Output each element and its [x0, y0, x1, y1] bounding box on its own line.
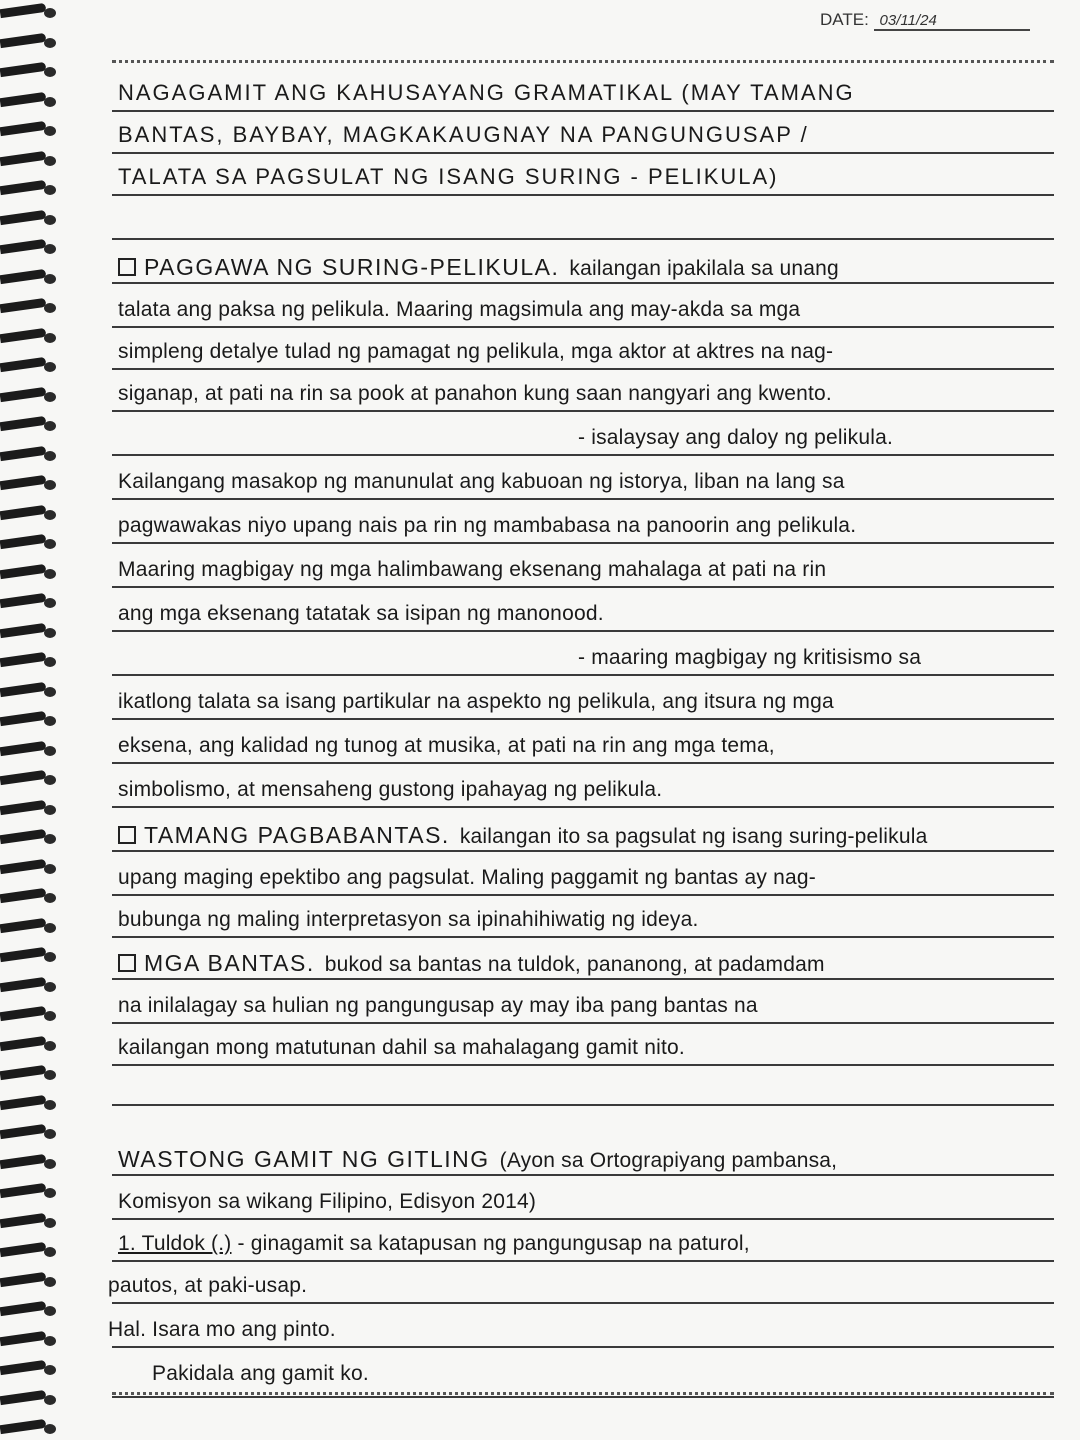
ruled-line — [112, 542, 1054, 544]
spiral-loop — [0, 1302, 58, 1316]
note-line: bubunga ng maling interpretasyon sa ipinahihiwatig ng ideya. — [118, 908, 699, 931]
section-heading: MGA BANTAS. — [144, 950, 315, 976]
note-line: ikatlong talata sa isang partikular na aspekto ng pelikula, ang itsura ng mga — [118, 690, 834, 713]
spiral-loop — [0, 152, 58, 166]
spiral-loop — [0, 860, 58, 874]
section-wastong-gamit — [118, 1146, 1050, 1173]
spiral-loop — [0, 63, 58, 77]
ruled-line — [112, 762, 1054, 764]
ruled-line — [112, 1174, 1054, 1176]
spiral-loop — [0, 358, 58, 372]
spiral-loop — [0, 1096, 58, 1110]
checkbox-icon — [118, 954, 136, 972]
note-line: Komisyon sa wikang Filipino, Edisyon 2014) — [118, 1190, 537, 1213]
ruled-line — [112, 368, 1054, 370]
spiral-loop — [0, 801, 58, 815]
spiral-loop — [0, 270, 58, 284]
spiral-loop — [0, 1007, 58, 1021]
ruled-line — [112, 850, 1054, 852]
spiral-loop — [0, 34, 58, 48]
note-line: siganap, at pati na rin sa pook at panahon kung saan nangyari ang kwento. — [118, 382, 832, 405]
note-line: pagwawakas niyo upang nais pa rin ng mambabasa na panoorin ang pelikula. — [118, 514, 857, 537]
ruled-line — [112, 152, 1054, 154]
item-label: 1. Tuldok (.) — [118, 1232, 232, 1255]
date-field — [820, 10, 1030, 31]
spiral-loop — [0, 417, 58, 431]
spiral-loop — [0, 240, 58, 254]
ruled-line — [112, 894, 1054, 896]
list-item — [118, 1232, 1050, 1256]
spiral-loop — [0, 1066, 58, 1080]
ruled-line — [112, 806, 1054, 808]
spiral-loop — [0, 1361, 58, 1375]
ruled-line — [112, 936, 1054, 938]
ruled-line — [112, 1218, 1054, 1220]
spiral-loop — [0, 447, 58, 461]
note-line: ang mga eksenang tatatak sa isipan ng manonood. — [118, 602, 604, 625]
note-line: Maaring magbigay ng mga halimbawang eksenang mahalaga at pati na rin — [118, 558, 827, 581]
ruled-line — [112, 282, 1054, 284]
note-text: kailangan ito sa pagsulat ng isang suring-pelikula — [459, 825, 928, 848]
ruled-line — [112, 674, 1054, 676]
example-line: Pakidala ang gamit ko. — [152, 1362, 369, 1385]
title-line: TALATA SA PAGSULAT NG ISANG SURING - PELIKULA) — [118, 164, 779, 189]
spiral-loop — [0, 506, 58, 520]
ruled-line — [112, 326, 1054, 328]
spiral-loop — [0, 712, 58, 726]
spiral-loop — [0, 1420, 58, 1434]
note-text: bukod sa bantas na tuldok, pananong, at padamdam — [324, 953, 825, 976]
ruled-line — [112, 1260, 1054, 1262]
note-line: Kailangang masakop ng manunulat ang kabuoan ng istorya, liban na lang sa — [118, 470, 845, 493]
date-label: DATE: — [820, 10, 869, 29]
note-line: simbolismo, at mensaheng gustong ipahayag ng pelikula. — [118, 778, 663, 801]
spiral-loop — [0, 122, 58, 136]
spiral-loop — [0, 919, 58, 933]
ruled-line — [112, 1396, 1054, 1398]
ruled-line — [112, 1022, 1054, 1024]
note-line: kailangan mong matutunan dahil sa mahalagang gamit nito. — [118, 1036, 685, 1059]
spiral-loop — [0, 1037, 58, 1051]
section-mga-bantas — [118, 950, 1050, 977]
note-line: - maaring magbigay ng kritisismo sa — [578, 646, 922, 669]
ruled-line — [112, 718, 1054, 720]
spiral-loop — [0, 329, 58, 343]
note-text: - ginagamit sa katapusan ng pangungusap na paturol, — [237, 1232, 750, 1255]
section-heading: TAMANG PAGBABANTAS. — [144, 822, 450, 848]
section-heading: PAGGAWA NG SURING-PELIKULA. — [144, 254, 560, 280]
spiral-loop — [0, 1243, 58, 1257]
note-line: - isalaysay ang daloy ng pelikula. — [578, 426, 893, 449]
spiral-loop — [0, 771, 58, 785]
dotted-rule — [112, 1392, 1054, 1395]
spiral-loop — [0, 1125, 58, 1139]
spiral-loop — [0, 1214, 58, 1228]
note-text: kailangan ipakilala sa unang — [569, 257, 839, 280]
spiral-loop — [0, 889, 58, 903]
ruled-line — [112, 194, 1054, 196]
spiral-loop — [0, 388, 58, 402]
checkbox-icon — [118, 258, 136, 276]
note-line: pautos, at paki-usap. — [108, 1274, 308, 1297]
spiral-loop — [0, 948, 58, 962]
ruled-line — [112, 586, 1054, 588]
spiral-loop — [0, 93, 58, 107]
spiral-loop — [0, 1391, 58, 1405]
ruled-line — [112, 498, 1054, 500]
section-tamang-pagbabantas — [118, 822, 1050, 849]
spiral-loop — [0, 1332, 58, 1346]
ruled-line — [112, 410, 1054, 412]
date-value: 03/11/24 — [874, 12, 1030, 31]
spiral-loop — [0, 742, 58, 756]
note-line: simpleng detalye tulad ng pamagat ng pelikula, mga aktor at aktres na nag- — [118, 340, 834, 363]
title-line: NAGAGAMIT ANG KAHUSAYANG GRAMATIKAL (MAY TAMANG — [118, 80, 855, 105]
spiral-loop — [0, 830, 58, 844]
spiral-loop — [0, 683, 58, 697]
ruled-line — [112, 978, 1054, 980]
spiral-binding — [0, 0, 70, 1440]
spiral-loop — [0, 535, 58, 549]
note-line: eksena, ang kalidad ng tunog at musika, at pati na rin ang mga tema, — [118, 734, 775, 757]
spiral-loop — [0, 1273, 58, 1287]
spiral-loop — [0, 565, 58, 579]
section-heading: WASTONG GAMIT NG GITLING — [118, 1146, 490, 1172]
ruled-line — [112, 630, 1054, 632]
spiral-loop — [0, 4, 58, 18]
section-paggawa — [118, 254, 1050, 281]
checkbox-icon — [118, 826, 136, 844]
ruled-line — [112, 110, 1054, 112]
note-line: talata ang paksa ng pelikula. Maaring magsimula ang may-akda sa mga — [118, 298, 801, 321]
spiral-loop — [0, 594, 58, 608]
spiral-loop — [0, 299, 58, 313]
dotted-rule — [112, 60, 1054, 63]
ruled-line — [112, 1346, 1054, 1348]
example-line: Hal. Isara mo ang pinto. — [108, 1318, 336, 1341]
spiral-loop — [0, 476, 58, 490]
spiral-loop — [0, 1155, 58, 1169]
ruled-line — [112, 1302, 1054, 1304]
ruled-line — [112, 238, 1054, 240]
spiral-loop — [0, 624, 58, 638]
ruled-line — [112, 454, 1054, 456]
spiral-loop — [0, 211, 58, 225]
title-line: BANTAS, BAYBAY, MAGKAKAUGNAY NA PANGUNGUSAP / — [118, 122, 809, 147]
spiral-loop — [0, 978, 58, 992]
spiral-loop — [0, 181, 58, 195]
ruled-line — [112, 1104, 1054, 1106]
note-text: (Ayon sa Ortograpiyang pambansa, — [499, 1149, 838, 1172]
note-line: upang maging epektibo ang pagsulat. Maling paggamit ng bantas ay nag- — [118, 866, 816, 889]
note-line: na inilalagay sa hulian ng pangungusap ay may iba pang bantas na — [118, 994, 758, 1017]
ruled-line — [112, 1064, 1054, 1066]
spiral-loop — [0, 1184, 58, 1198]
spiral-loop — [0, 653, 58, 667]
